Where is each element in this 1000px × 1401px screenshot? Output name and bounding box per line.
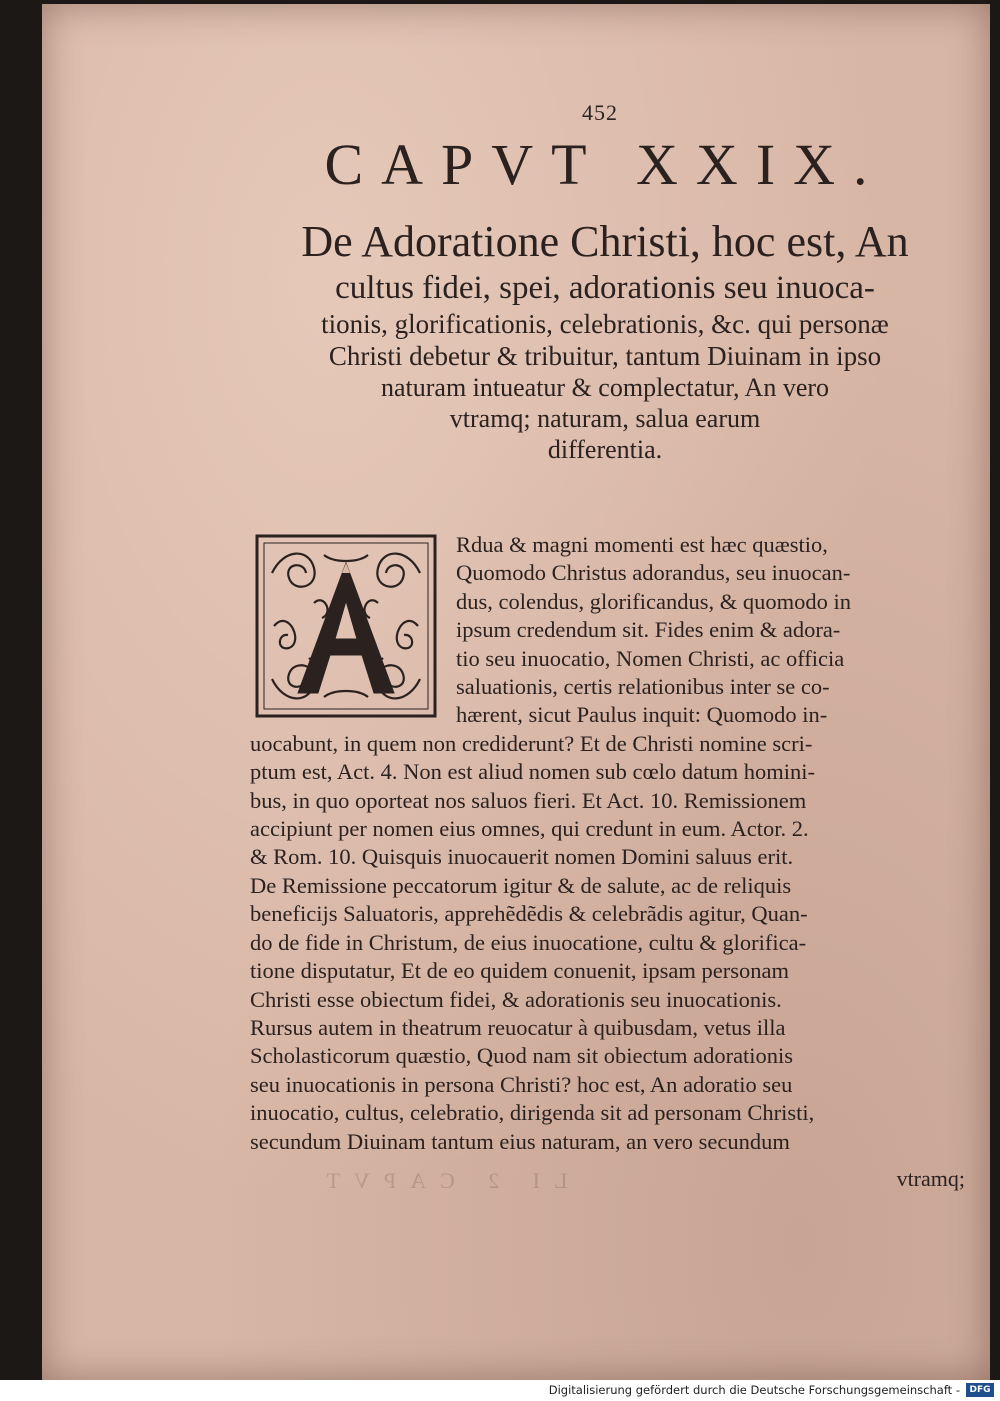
body-line: Christi esse obiectum fidei, & adorationis seu inuocationis. xyxy=(250,986,782,1012)
title-line: De Adoratione Christi, hoc est, An xyxy=(301,217,909,266)
body-line: & Rom. 10. Quisquis inuocauerit nomen Domini saluus erit. xyxy=(250,844,794,870)
body-line: do de fide in Christum, de eius inuocatione, cultu & glorifica- xyxy=(250,929,807,955)
bleed-through-text: LI 2 CAPVT xyxy=(312,1168,568,1193)
body-line: saluationis, certis relationibus inter se co- xyxy=(456,674,830,700)
body-text xyxy=(250,531,965,1156)
title-line: Christi debetur & tribuitur, tantum Diuinam in ipso xyxy=(328,341,882,371)
body-line: ipsum credendum sit. Fides enim & adora- xyxy=(456,617,841,643)
title-line: tionis, glorificationis, celebrationis, &c. qui personæ xyxy=(321,309,889,339)
footer-credit: Digitalisierung gefördert durch die Deutsche Forschungsgemeinschaft - xyxy=(548,1383,960,1397)
title-line: naturam intueatur & complectatur, An vero xyxy=(380,373,830,402)
body-line: tio seu inuocatio, Nomen Christi, ac officia xyxy=(456,645,845,671)
body-line: hærent, sicut Paulus inquit: Quomodo in- xyxy=(456,702,828,728)
body-line: De Remissione peccatorum igitur & de salute, ac de reliquis xyxy=(250,872,792,898)
body-line: seu inuocationis in persona Christi? hoc est, An adoratio seu xyxy=(250,1071,793,1097)
body-line: Scholasticorum quæstio, Quod nam sit obiectum adorationis xyxy=(250,1043,794,1069)
body-line: ptum est, Act. 4. Non est aliud nomen sub cœlo datum homini- xyxy=(250,759,815,785)
dfg-logo-icon[interactable]: DFG xyxy=(966,1383,994,1397)
body-line: Rdua & magni momenti est hæc quæstio, xyxy=(456,532,828,557)
body-line: accipiunt per nomen eius omnes, qui credunt in eum. Actor. 2. xyxy=(250,816,809,842)
body-line: dus, colendus, glorificandus, & quomodo in xyxy=(456,588,851,614)
body-line: secundum Diuinam tantum eius naturam, an vero secundum xyxy=(250,1128,790,1154)
body-line: beneficijs Saluatoris, apprehẽdẽdis & celebrãdis agitur, Quan- xyxy=(250,901,808,927)
body-line: uocabunt, in quem non crediderunt? Et de Christi nomine scri- xyxy=(250,730,813,756)
footer-bar xyxy=(0,1380,1000,1401)
catchword: vtramq; xyxy=(896,1166,965,1191)
page-number: 452 xyxy=(582,100,618,125)
chapter-title xyxy=(248,216,962,465)
body-line: bus, in quo oporteat nos saluos fieri. Et Act. 10. Remissionem xyxy=(250,787,807,813)
body-line: tione disputatur, Et de eo quidem conuenit, ipsam personam xyxy=(250,958,789,984)
title-line: differentia. xyxy=(547,435,663,464)
title-line: cultus fidei, spei, adorationis seu inuoca- xyxy=(335,270,875,306)
body-line: inuocatio, cultus, celebratio, dirigenda sit ad personam Christi, xyxy=(250,1100,815,1126)
chapter-heading: CAPVT XXIX. xyxy=(324,132,886,197)
title-line: vtramq; naturam, salua earum xyxy=(449,404,761,433)
body-line: Quomodo Christus adorandus, seu inuocan- xyxy=(456,560,851,586)
body-line: Rursus autem in theatrum reuocatur à quibusdam, vetus illa xyxy=(250,1014,786,1040)
